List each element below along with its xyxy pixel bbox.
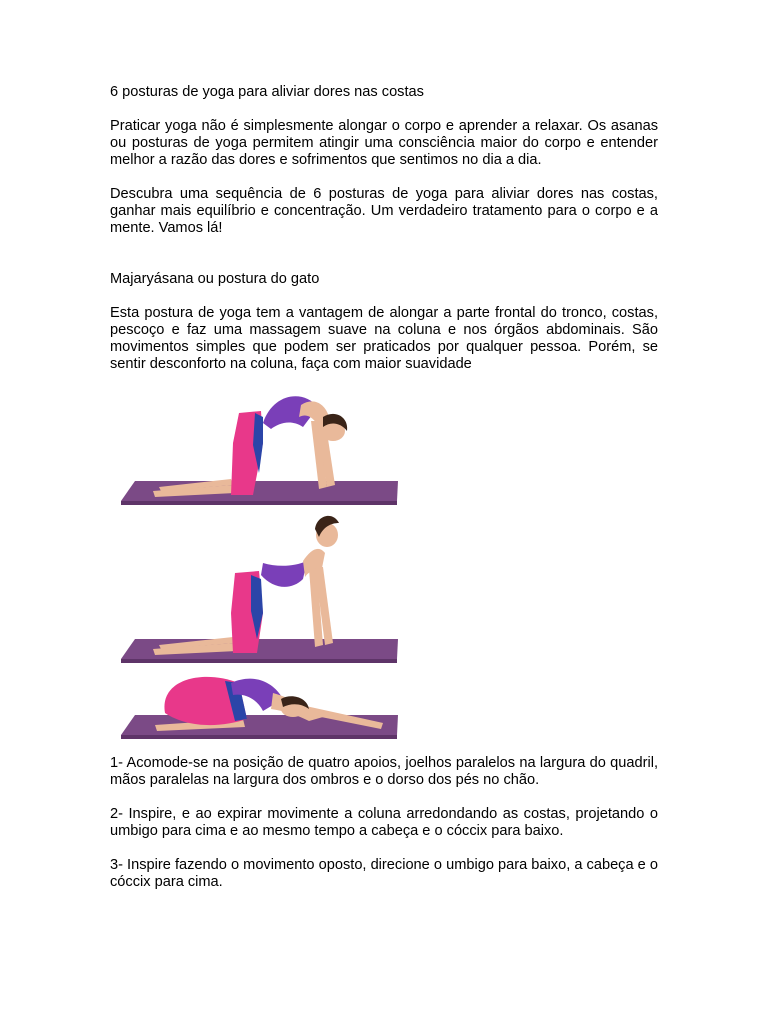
- section-paragraph: Esta postura de yoga tem a vantagem de alongar a parte frontal do tronco, costas, pescoço e faz uma massagem suave na coluna e nos órgãos abdominais. São movimentos simples que podem ser praticados por qualquer pessoa. Porém, se sentir desconforto na coluna, faça com maior suavidade: [110, 305, 658, 372]
- pose-figure-childs-pose: [121, 677, 398, 739]
- document-title: 6 posturas de yoga para aliviar dores nas costas: [110, 84, 424, 100]
- cat-pose-illustration: [113, 383, 403, 751]
- instruction-step: 1- Acomode-se na posição de quatro apoios, joelhos paralelos na largura do quadril, mãos paralelas na largura dos ombros e o dorso dos pés no chão.: [110, 755, 658, 788]
- intro-paragraph: Descubra uma sequência de 6 posturas de yoga para aliviar dores nas costas, ganhar mais equilíbrio e concentração. Um verdadeiro tratamento para o corpo e a mente. Vamos lá!: [110, 186, 658, 236]
- instruction-step: 2- Inspire, e ao expirar movimente a coluna arredondando as costas, projetando o umbigo para cima e ao mesmo tempo a cabeça e o cóccix para baixo.: [110, 806, 658, 839]
- document-page: [110, 84, 658, 908]
- instruction-step: 3- Inspire fazendo o movimento oposto, direcione o umbigo para baixo, a cabeça e o cóccix para cima.: [110, 857, 658, 890]
- pose-figure-rounded-back: [121, 396, 398, 505]
- pose-figure-arched-back: [121, 516, 398, 663]
- section-heading: Majaryásana ou postura do gato: [110, 271, 320, 287]
- intro-paragraph: Praticar yoga não é simplesmente alongar o corpo e aprender a relaxar. Os asanas ou posturas de yoga permitem atingir uma consciência maior do corpo e entender melhor a razão das dores e sofrimentos que sentimos no dia a dia.: [110, 118, 658, 168]
